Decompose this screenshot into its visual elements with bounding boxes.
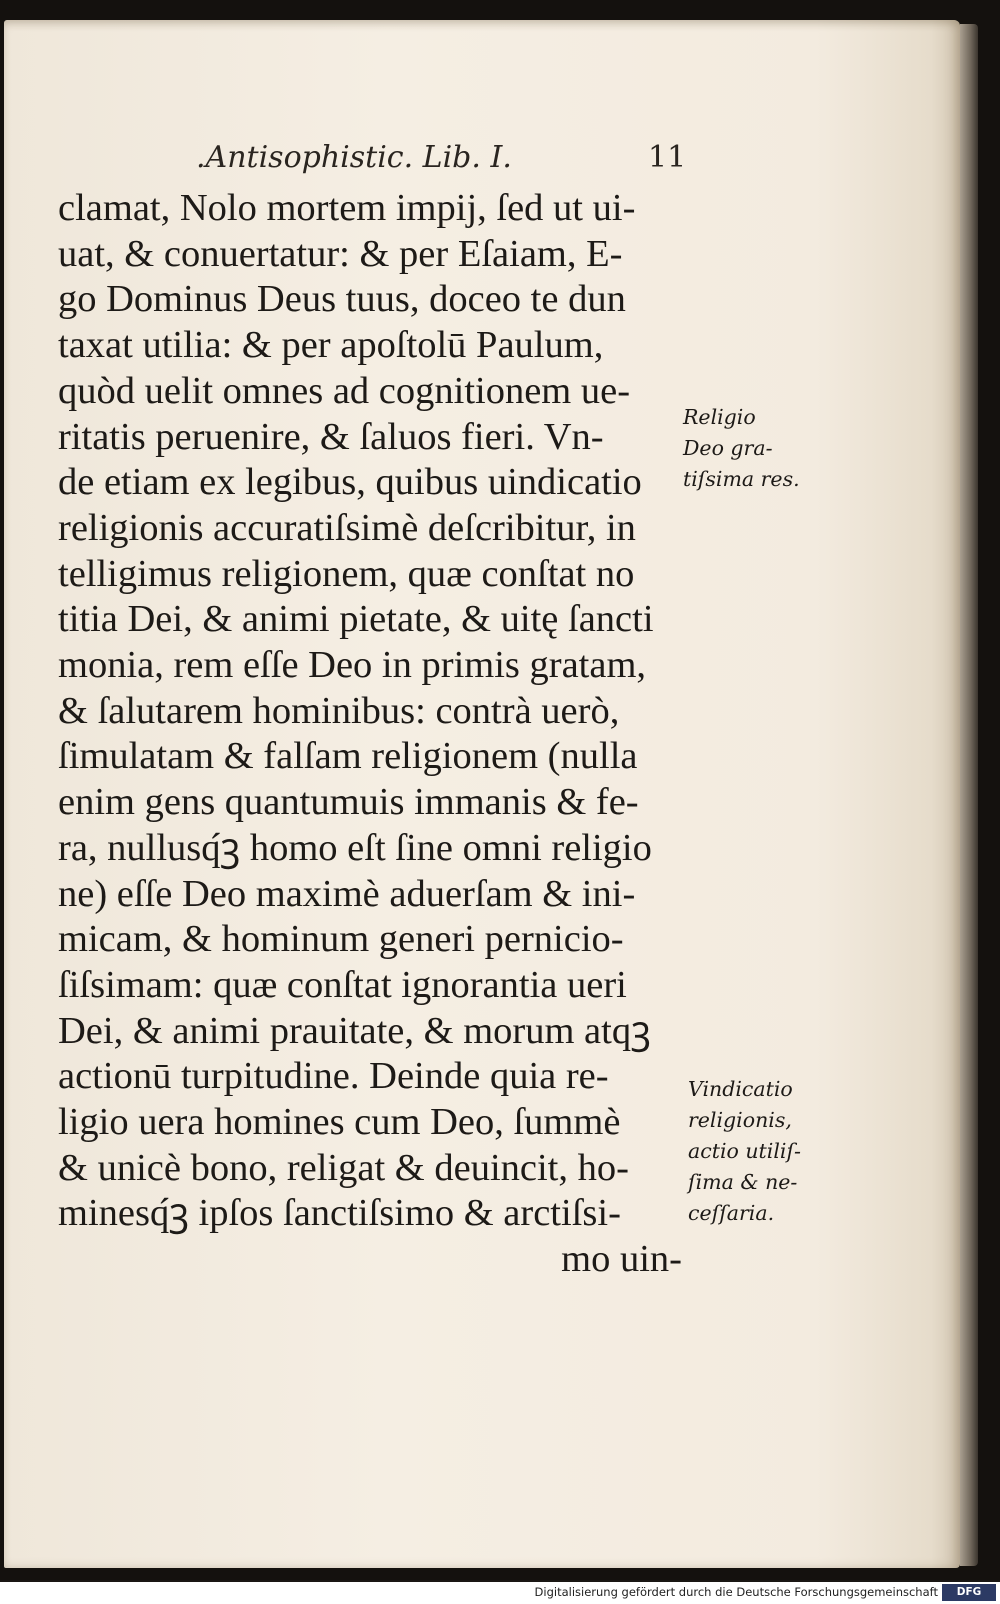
digitization-footer (0, 1582, 1000, 1604)
text-line: uat, & conuertatur: & per Eſaiam, E- (58, 232, 623, 275)
running-head (196, 140, 686, 184)
text-line: & unicè bono, religat & deuincit, ho- (58, 1146, 629, 1189)
marginal-note-line: ceſſaria. (688, 1201, 775, 1225)
text-line: ra, nullusq́ꝫ homo eſt ſine omni religio (58, 826, 652, 869)
text-line: ritatis peruenire, & ſaluos fieri. Vn- (58, 415, 604, 458)
marginal-note-line: ſima & ne- (688, 1170, 798, 1194)
text-line: de etiam ex legibus, quibus uindicatio (58, 461, 642, 504)
funding-credit: Digitalisierung gefördert durch die Deutsche Forschungsgemeinschaft (534, 1585, 938, 1599)
text-line: clamat, Nolo mortem impij, ſed ut ui- (58, 187, 636, 229)
text-line: ſimulatam & falſam religionem (nulla (58, 735, 638, 778)
text-line: quòd uelit omnes ad cognitionem ue- (58, 369, 631, 412)
text-line: ſiſsimam: quæ conſtat ignorantia ueri (58, 963, 627, 1006)
text-line: religionis accuratiſsimè deſcribitur, in (58, 506, 636, 549)
main-text-block (58, 186, 698, 1283)
text-line: titia Dei, & animi pietate, & uitę ſancti (58, 598, 654, 641)
text-line: micam, & hominum generi pernicio- (58, 918, 624, 961)
text-line: enim gens quantumuis immanis & fe- (58, 781, 639, 824)
text-line: ligio uera homines cum Deo, ſummè (58, 1101, 621, 1144)
dfg-logo: DFG (942, 1584, 996, 1601)
text-line: go Dominus Deus tuus, doceo te dun (58, 278, 626, 321)
text-line: monia, rem eſſe Deo in primis gratam, (58, 644, 647, 687)
page-number: 11 (648, 140, 687, 175)
marginal-note-line: Religio (683, 405, 756, 429)
marginal-note-line: actio utiliſ- (688, 1139, 801, 1163)
text-line: & ſalutarem hominibus: contrà uerò, (58, 689, 620, 732)
text-line: telligimus religionem, quæ conſtat no (58, 552, 635, 595)
running-head-title: .Antisophistic. Lib. I. (196, 140, 512, 175)
text-line: taxat utilia: & per apoſtolū Paulum, (58, 324, 604, 367)
text-line: ne) eſſe Deo maximè aduerſam & ini- (58, 872, 636, 915)
marginal-note-line: Deo gra- (683, 436, 773, 460)
text-line: Dei, & animi prauitate, & morum atqꝫ (58, 1009, 651, 1052)
text-line: minesq́ꝫ ipſos ſanctiſsimo & arctiſsi- (58, 1192, 621, 1235)
marginal-note-line: Vindicatio (688, 1077, 793, 1101)
marginal-note-religio (683, 402, 800, 495)
text-line: mo uin- (561, 1238, 682, 1281)
marginal-note-vindicatio (688, 1074, 801, 1229)
marginal-note-line: religionis, (688, 1108, 792, 1132)
page-edge (960, 24, 978, 1566)
text-line: actionū turpitudine. Deinde quia re- (58, 1055, 609, 1098)
marginal-note-line: tiſsima res. (683, 467, 800, 491)
